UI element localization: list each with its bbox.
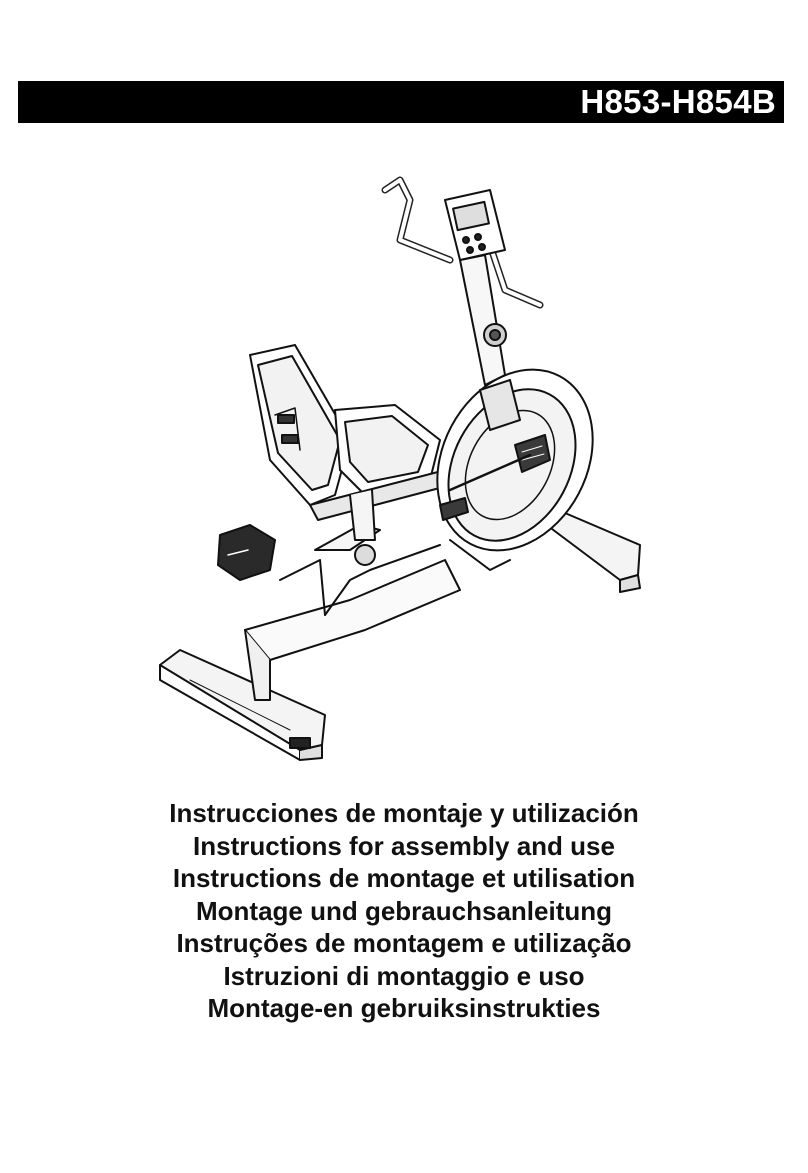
- recumbent-bike-illustration: [150, 160, 660, 770]
- title-french: Instructions de montage et utilisation: [172, 863, 636, 893]
- title-spanish: Instrucciones de montaje y utilización: [169, 798, 639, 828]
- title-dutch: Montage-en gebruiksinstrukties: [207, 993, 601, 1023]
- seat-backrest: [250, 345, 350, 505]
- main-frame: [245, 525, 460, 700]
- model-header-bar: [18, 81, 784, 123]
- manual-titles: [0, 797, 808, 1025]
- rear-stabilizer: [160, 650, 325, 760]
- title-italian: Istruzioni di montaggio e uso: [223, 960, 585, 991]
- title-german: Montage und gebrauchsanleitung: [195, 895, 612, 926]
- title-english: Instructions for assembly and use: [193, 830, 615, 861]
- title-portuguese: Instruções de montagem e utilização: [176, 928, 632, 958]
- console-display: [445, 190, 505, 260]
- model-number: H853-H854B: [580, 83, 776, 120]
- seat-slider: [218, 525, 275, 580]
